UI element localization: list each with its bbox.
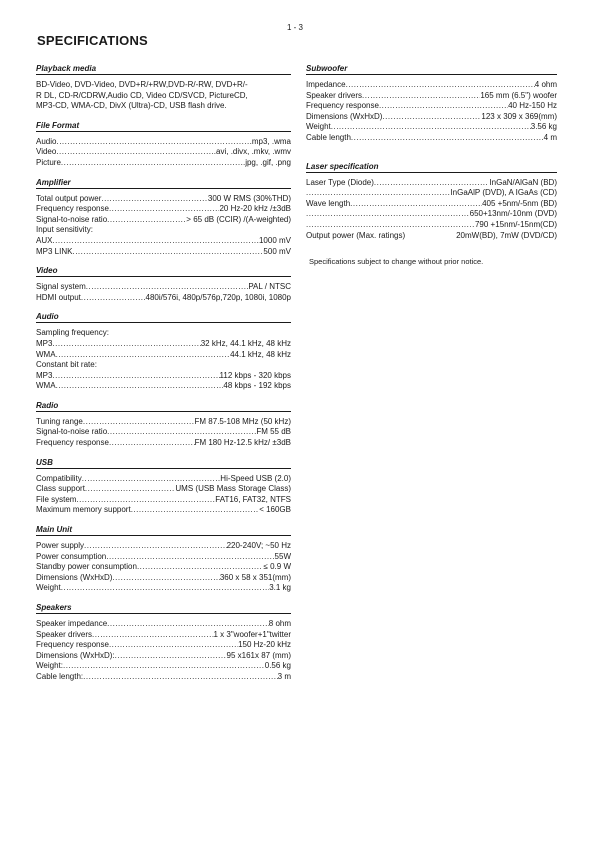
spec-value: < 160GB (259, 505, 291, 515)
leader-dots (56, 350, 231, 361)
spec-row (306, 91, 557, 102)
spec-value: FM 180 Hz-12.5 kHz/ ±3dB (194, 438, 291, 448)
spec-label: Power consumption (36, 551, 107, 561)
playback-media-line: MP3-CD, WMA-CD, DivX (Ultra)-CD, USB flash drive. (36, 101, 227, 111)
leader-dots (331, 122, 531, 133)
audio-section (36, 312, 291, 392)
leader-dots (374, 178, 490, 189)
leader-dots (350, 199, 482, 210)
spec-label: HDMI output (36, 292, 81, 302)
section-heading: Speakers (36, 603, 291, 614)
playback-media-line: R DL, CD-R/CDRW,Audio CD, Video CD/SVCD, PictureCD, (36, 90, 248, 100)
section-heading: Audio (36, 312, 291, 323)
spec-value: 650+13nm/-10nm (DVD) (469, 209, 557, 219)
spec-row (36, 484, 291, 495)
spec-row (306, 188, 557, 199)
spec-label: Frequency response (36, 438, 109, 448)
spec-label: Dimensions (WxHxD) (36, 572, 113, 582)
leader-dots (382, 112, 481, 123)
spec-row (36, 630, 291, 641)
page-title: SPECIFICATIONS (37, 33, 148, 48)
leader-dots (306, 209, 470, 220)
leader-dots (379, 101, 508, 112)
spec-value: 4 m (543, 132, 557, 142)
spec-value: 1 x 3"woofer+1"twitter (213, 629, 291, 639)
leader-dots (52, 339, 200, 350)
leader-dots (115, 651, 227, 662)
spec-row (36, 147, 291, 158)
sampling-frequency-label: Sampling frequency: (36, 328, 109, 338)
leader-dots (61, 583, 269, 594)
spec-row (36, 672, 291, 683)
spec-label: MP3 (36, 370, 53, 380)
spec-row (306, 122, 557, 133)
spec-label: AUX (36, 235, 53, 245)
spec-value: 8 ohm (268, 619, 291, 628)
file-format-section (36, 121, 291, 169)
playback-media-section (36, 64, 291, 112)
main-unit-section (36, 525, 291, 594)
spec-label: File system (36, 494, 77, 504)
radio-section (36, 401, 291, 449)
leader-dots (61, 158, 243, 169)
leader-dots (362, 91, 480, 102)
spec-label: Frequency response (306, 101, 379, 111)
spec-value: 48 kbps - 192 kbps (223, 381, 291, 391)
spec-label: WMA (36, 349, 56, 359)
spec-value: 55W (274, 551, 291, 561)
spec-row (36, 427, 291, 438)
spec-label: Speaker drivers (36, 629, 93, 639)
spec-label: Power supply (36, 541, 85, 551)
spec-label: Total output power (36, 193, 102, 203)
spec-label: Dimensions (WxHxD) (306, 111, 383, 121)
spec-value: FAT16, FAT32, NTFS (215, 494, 291, 504)
spec-value: 44.1 kHz, 48 kHz (230, 349, 291, 359)
spec-value: 360 x 58 x 351(mm) (219, 572, 291, 582)
spec-row (36, 350, 291, 361)
specifications-note: Specifications subject to change without prior notice. (309, 257, 484, 267)
spec-row (36, 661, 291, 672)
spec-row (36, 541, 291, 552)
leader-dots (112, 573, 219, 584)
spec-label: Weight (36, 583, 61, 593)
spec-label: Signal-to-noise ratio (36, 214, 108, 224)
leader-dots (107, 215, 186, 226)
spec-value: 3.56 kg (530, 122, 557, 132)
right-column (306, 64, 557, 266)
section-heading: Video (36, 266, 291, 277)
leader-dots (86, 282, 249, 293)
spec-label: Output power (Max. ratings) (306, 230, 406, 240)
spec-value: 40 Hz-150 Hz (508, 101, 557, 111)
spec-value: 405 +5nm/-5nm (BD) (482, 198, 557, 208)
laser-specification-section (306, 162, 557, 242)
spec-row (36, 293, 291, 304)
spec-value: 790 +15nm/-15nm(CD) (474, 219, 557, 229)
spec-row (36, 505, 291, 516)
spec-value: 3.1 kg (269, 583, 291, 593)
spec-row (36, 137, 291, 148)
spec-value: > 65 dB (CCIR) /(A-weighted) (186, 214, 291, 224)
spec-row (36, 158, 291, 169)
leader-dots (83, 417, 195, 428)
spec-row (36, 573, 291, 584)
leader-dots (81, 293, 146, 304)
spec-label: Class support (36, 484, 85, 494)
spec-value: .jpg, .gif, .png (242, 157, 291, 167)
section-heading: Playback media (36, 64, 291, 75)
leader-dots (85, 484, 175, 495)
spec-label: Tuning range (36, 416, 83, 426)
spec-label: Cable length (306, 132, 351, 142)
spec-row (36, 247, 291, 258)
spec-row (36, 282, 291, 293)
spec-value: 95 x161x 87 (mm) (226, 650, 291, 660)
spec-row (36, 474, 291, 485)
spec-row (306, 220, 557, 231)
spec-row (36, 371, 291, 382)
spec-label: Weight: (36, 661, 63, 671)
spec-value: InGaN/AlGaN (BD) (489, 177, 557, 187)
spec-label: Impedance (306, 80, 346, 89)
spec-label: Wave length (306, 198, 351, 208)
spec-row (306, 112, 557, 123)
spec-value: 500 mV (263, 246, 291, 256)
spec-label: Picture (36, 157, 61, 167)
spec-label: Dimensions (WxHxD): (36, 650, 115, 660)
section-heading: USB (36, 458, 291, 469)
spec-value: FM 55 dB (256, 427, 291, 437)
spec-value: 123 x 309 x 369(mm) (481, 111, 557, 121)
spec-label: Video (36, 147, 57, 157)
spec-label: MP3 (36, 338, 53, 348)
spec-label: Compatibility (36, 473, 82, 483)
left-column (36, 64, 291, 692)
leader-dots (306, 188, 450, 199)
spec-value: 165 mm (6.5") woofer (480, 90, 557, 100)
spec-row (36, 583, 291, 594)
spec-value: 4 ohm (534, 80, 557, 89)
leader-dots (351, 133, 544, 144)
spec-label: WMA (36, 381, 56, 391)
spec-label: Frequency response (36, 640, 109, 650)
leader-dots (56, 381, 224, 392)
spec-value: 220-240V; ~50 Hz (226, 541, 291, 551)
spec-row (36, 204, 291, 215)
spec-label: Cable length: (36, 671, 84, 681)
speakers-section (36, 603, 291, 683)
spec-value: Hi-Speed USB (2.0) (220, 473, 291, 483)
leader-dots (107, 619, 269, 630)
video-section (36, 266, 291, 303)
section-heading: Main Unit (36, 525, 291, 536)
spec-value: 20 Hz-20 kHz /±3dB (219, 204, 291, 214)
section-heading: Subwoofer (306, 64, 557, 75)
spec-row (36, 438, 291, 449)
leader-dots (107, 427, 256, 438)
leader-dots (131, 505, 260, 516)
leader-dots (109, 438, 195, 449)
spec-label: Laser Type (Diode) (306, 177, 374, 187)
spec-value: 480i/576i, 480p/576p,720p, 1080i, 1080p (145, 292, 291, 302)
leader-dots (101, 194, 208, 205)
spec-row (36, 619, 291, 630)
spec-label: Signal-to-noise ratio (36, 427, 108, 437)
spec-value: 1000 mV (258, 235, 291, 245)
leader-dots (83, 672, 278, 683)
leader-dots (52, 236, 259, 247)
spec-value: .avi, .divx, .mkv, .wmv (213, 147, 291, 157)
leader-dots (72, 247, 263, 258)
spec-row (36, 215, 291, 226)
playback-media-line: BD-Video, DVD-Video, DVD+R/+RW,DVD-R/-RW, DVD+R/- (36, 80, 248, 89)
spec-value: InGaAlP (DVD), A IGaAs (CD) (450, 188, 557, 198)
leader-dots (346, 80, 535, 91)
spec-label: Speaker drivers (306, 90, 363, 100)
amplifier-section (36, 178, 291, 258)
spec-label: Frequency response (36, 204, 109, 214)
spec-row (306, 101, 557, 112)
leader-dots (92, 630, 213, 641)
spec-label: Weight (306, 122, 331, 132)
spec-value: 32 kHz, 44.1 kHz, 48 kHz (200, 338, 291, 348)
spec-value: 300 W RMS (30%THD) (207, 193, 291, 203)
spec-row (306, 199, 557, 210)
spec-row (36, 381, 291, 392)
section-heading: Laser specification (306, 162, 557, 173)
spec-value: UMS (USB Mass Storage Class) (175, 484, 291, 494)
spec-row (36, 339, 291, 350)
spec-value: PAL / NTSC (248, 282, 291, 292)
spec-row (36, 194, 291, 205)
spec-row (36, 651, 291, 662)
spec-value: 0.56 kg (264, 661, 291, 671)
spec-label: MP3 LINK (36, 246, 73, 256)
spec-row (306, 133, 557, 144)
leader-dots (56, 137, 249, 148)
spec-row (306, 178, 557, 189)
spec-row (36, 640, 291, 651)
page-number: 1 - 3 (287, 23, 304, 32)
leader-dots (82, 474, 221, 485)
spec-value: FM 87.5-108 MHz (50 kHz) (194, 416, 291, 426)
constant-bit-rate-label: Constant bit rate: (36, 360, 97, 370)
spec-label: Maximum memory support (36, 505, 131, 515)
spec-row (306, 209, 557, 220)
spec-row (36, 562, 291, 573)
section-heading: Radio (36, 401, 291, 412)
section-heading: File Format (36, 121, 291, 132)
spec-row (36, 495, 291, 506)
spec-label: Standby power consumption (36, 562, 137, 572)
spec-row (306, 80, 557, 91)
leader-dots (137, 562, 264, 573)
spec-row (36, 236, 291, 247)
section-heading: Amplifier (36, 178, 291, 189)
input-sensitivity-label: Input sensitivity: (36, 225, 93, 235)
spec-label: Audio (36, 136, 57, 146)
spec-row (36, 552, 291, 563)
leader-dots (109, 640, 238, 651)
leader-dots (306, 220, 475, 231)
leader-dots (106, 552, 274, 563)
leader-dots (63, 661, 265, 672)
spec-row (306, 231, 557, 242)
spec-value: .mp3, .wma (249, 136, 291, 146)
leader-dots (52, 371, 219, 382)
spec-label: Signal system (36, 282, 86, 292)
spec-value: ≤ 0.9 W (263, 562, 291, 572)
spec-row (36, 417, 291, 428)
leader-dots (109, 204, 220, 215)
usb-section (36, 458, 291, 516)
leader-dots (56, 147, 213, 158)
subwoofer-section (306, 64, 557, 144)
leader-dots (84, 541, 227, 552)
spec-value: 3 m (277, 671, 291, 681)
spec-label: Speaker impedance (36, 619, 108, 628)
spec-value: 112 kbps - 320 kbps (219, 370, 291, 380)
leader-dots (76, 495, 215, 506)
spec-value: 150 Hz-20 kHz (238, 640, 291, 650)
spec-value: 20mW(BD), 7mW (DVD/CD) (456, 230, 557, 240)
